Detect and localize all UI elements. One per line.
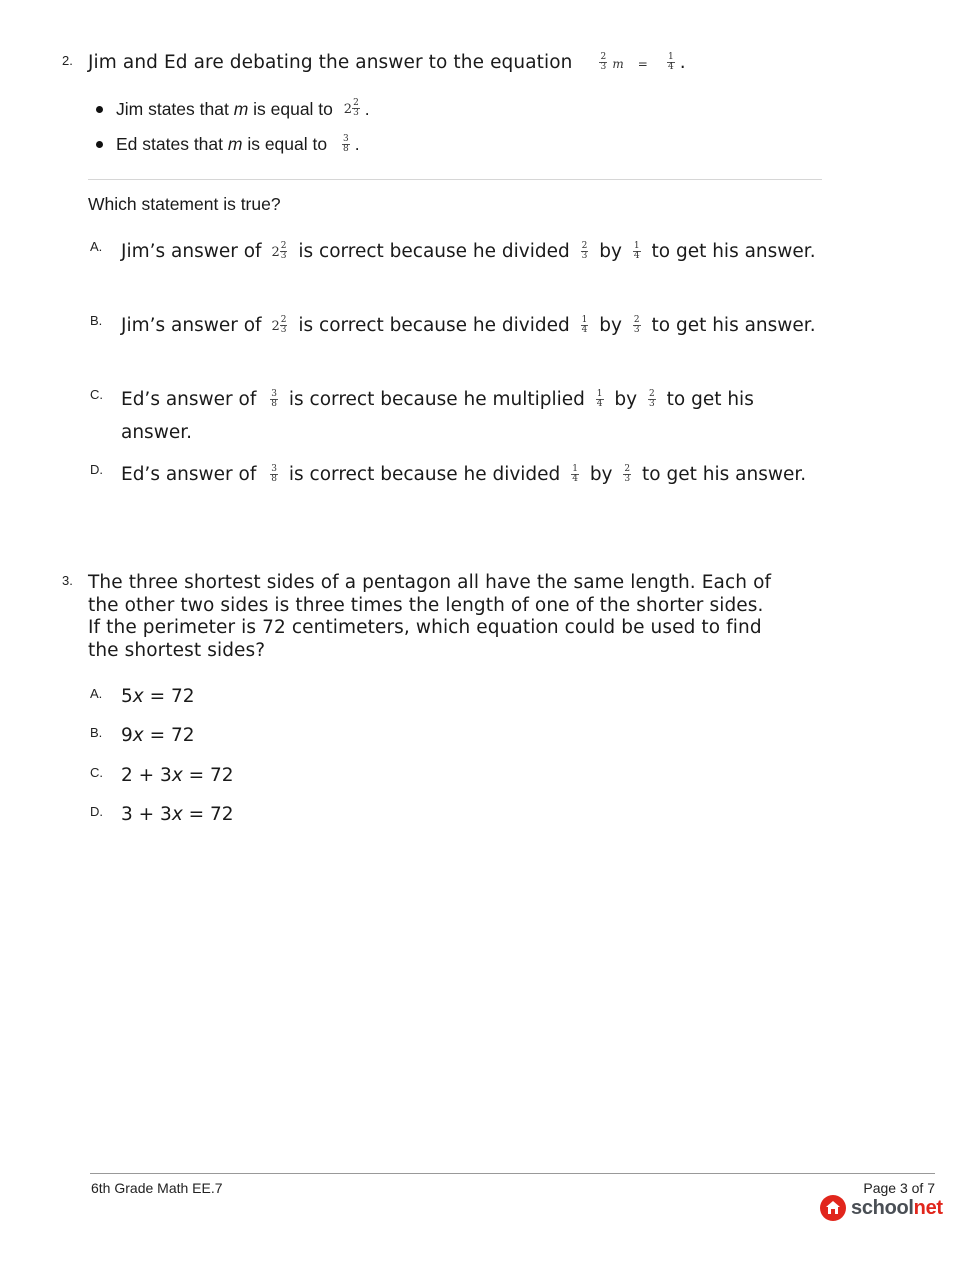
option-letter: C. xyxy=(90,765,103,780)
stem-line: the other two sides is three times the length of one of the shorter sides. xyxy=(88,594,764,616)
page-number: Page 3 of 7 xyxy=(863,1180,935,1196)
option-letter: A. xyxy=(90,239,103,254)
option-text: 2 + 3x = 72 xyxy=(121,765,234,786)
house-icon xyxy=(820,1195,846,1221)
option-letter: B. xyxy=(90,725,103,740)
footer-title: 6th Grade Math EE.7 xyxy=(91,1180,223,1196)
variable: m xyxy=(612,57,624,71)
bullet-dot-icon xyxy=(96,106,103,113)
question-stem: Jim and Ed are debating the answer to the equation $\frac{2}{3}$ m = $\frac{1}{4}$ . xyxy=(88,51,686,73)
stem-line: the shortest sides? xyxy=(88,639,266,661)
stem-line: The three shortest sides of a pentagon all have the same length. Each of xyxy=(88,572,772,593)
option-text: Ed’s answer of $\frac{3}{8}$ is correct because he divided $\frac{1}{4}$ by $\frac{2}{3}$ to get his answer. xyxy=(121,463,807,485)
schoolnet-logo xyxy=(820,1193,943,1223)
question-stem xyxy=(88,572,828,662)
fraction: $\frac{3}{8}$ xyxy=(342,133,349,154)
option-letter: B. xyxy=(90,313,103,328)
fraction: $\frac{2}{3}$ xyxy=(600,51,607,72)
option-text: Ed’s answer of $\frac{3}{8}$ is correct because he multiplied $\frac{1}{4}$ by $\frac{2}{3}$ to get his answer. xyxy=(121,388,754,443)
bullet-item: Jim states that m is equal to 2 $\frac{2}{3}$ . xyxy=(96,97,370,121)
option-letter: C. xyxy=(90,387,103,402)
footer-divider xyxy=(90,1173,935,1174)
mixed-number: 2 $\frac{2}{3}$ xyxy=(343,98,359,119)
divider xyxy=(88,179,822,180)
option-letter: A. xyxy=(90,686,103,701)
stem-line: If the perimeter is 72 centimeters, which equation could be used to find xyxy=(88,617,762,638)
option-text: 3 + 3x = 72 xyxy=(121,804,234,825)
option-letter: D. xyxy=(90,462,103,477)
logo-wordmark: schoolnet xyxy=(851,1196,943,1219)
option-text: Jim’s answer of 2 $\frac{2}{3}$ is correct because he divided $\frac{1}{4}$ by $\frac{2}{3}$ to get his answer. xyxy=(121,314,816,336)
option-text: 5x = 72 xyxy=(121,686,195,707)
question-prompt: Which statement is true? xyxy=(88,194,281,214)
bullet-dot-icon xyxy=(96,141,103,148)
option-text: 9x = 72 xyxy=(121,725,195,746)
question-number: 2. xyxy=(62,53,73,68)
question-number: 3. xyxy=(62,573,73,588)
option-text: Jim’s answer of 2 $\frac{2}{3}$ is correct because he divided $\frac{2}{3}$ by $\frac{1}{4}$ to get his answer. xyxy=(121,240,816,262)
option-letter: D. xyxy=(90,804,103,819)
bullet-item: Ed states that m is equal to $\frac{3}{8}$ . xyxy=(96,132,360,156)
fraction: $\frac{1}{4}$ xyxy=(667,51,674,72)
